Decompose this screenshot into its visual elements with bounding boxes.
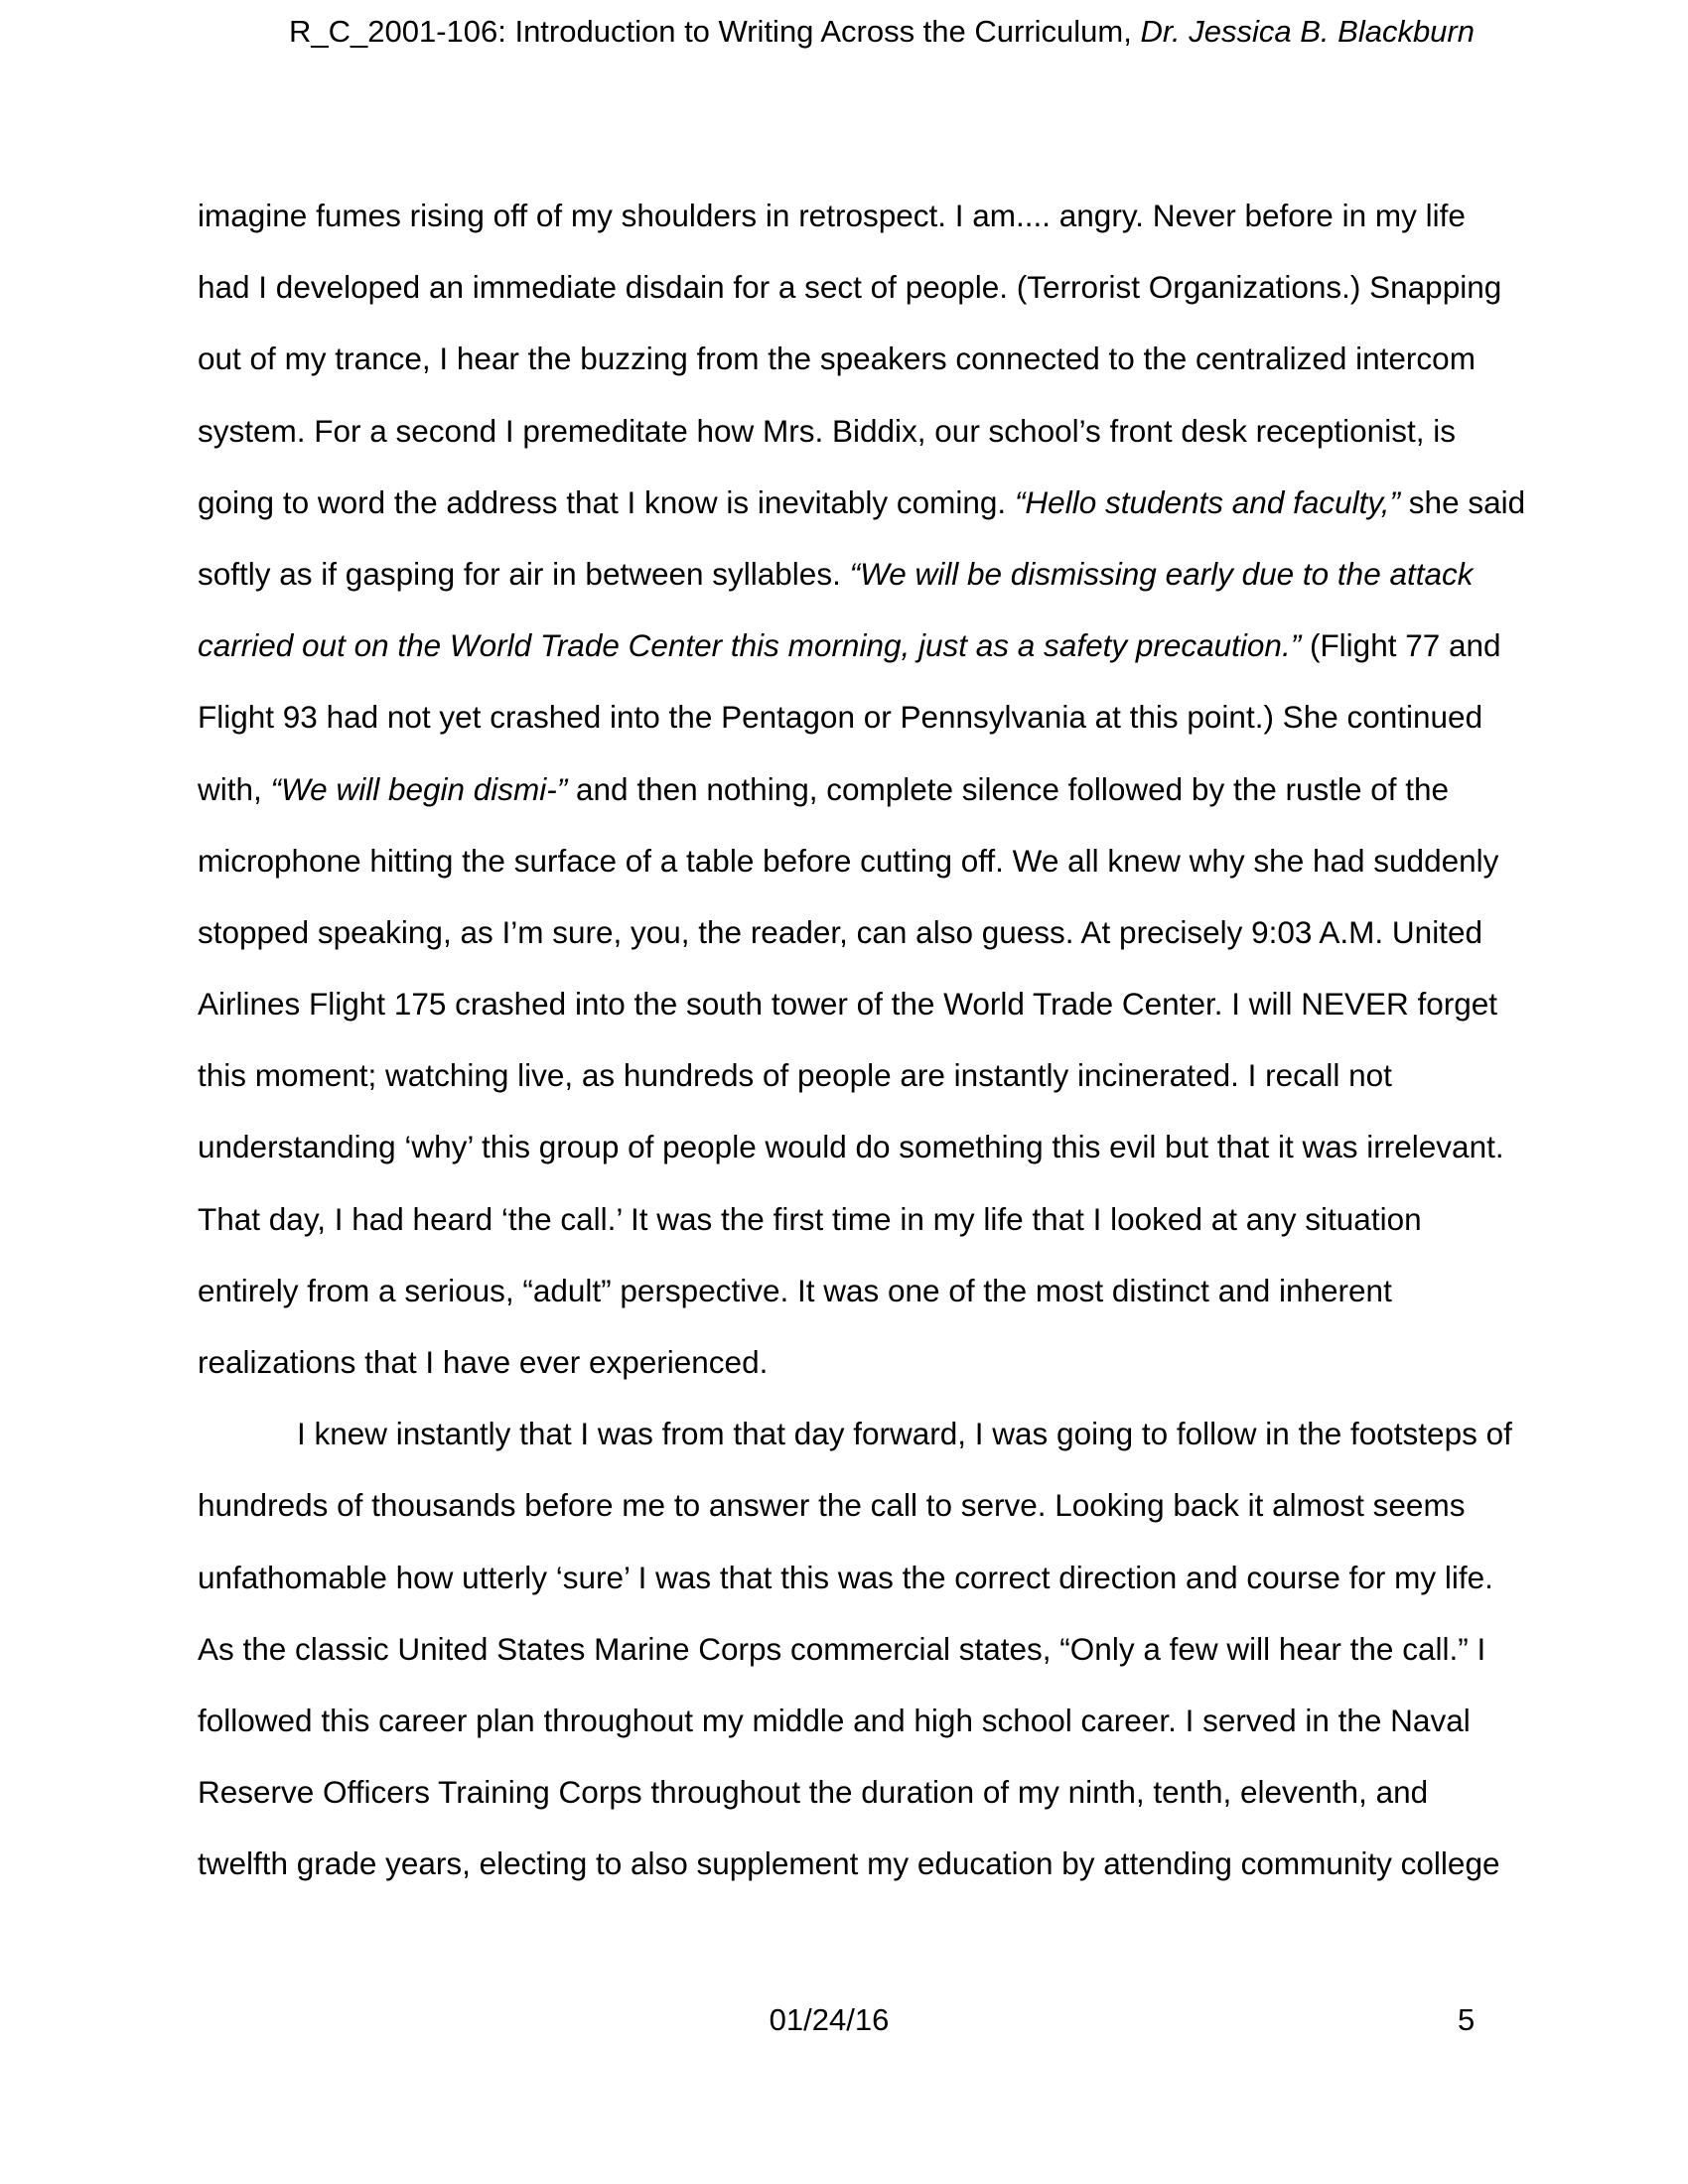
text-segment: microphone hitting the surface of a table before cutting off. We all knew why she had suddenly: [198, 842, 1499, 879]
text-segment: imagine fumes rising off of my shoulders in retrospect. I am.... angry. Never before in my life: [198, 198, 1466, 233]
text-segment: and then nothing, complete silence followed by the rustle of the: [567, 770, 1450, 807]
header-course: R_C_2001-106: Introduction to Writing Across the Curriculum,: [288, 14, 1141, 49]
text-segment: followed this career plan throughout my middle and high school career. I served in the Naval: [198, 1702, 1471, 1738]
text-segment: Airlines Flight 175 crashed into the south tower of the World Trade Center. I will NEVER forget: [198, 986, 1498, 1023]
text-line: [198, 481, 1526, 553]
italic-quote: “Hello students and faculty,”: [1014, 483, 1401, 520]
text-segment: I knew instantly that I was from that day forward, I was going to follow in the footsteps of: [297, 1416, 1512, 1452]
text-segment: going to word the address that I know is inevitably coming.: [198, 483, 1015, 520]
text-line: [198, 1628, 1488, 1700]
italic-quote: “We will be dismissing early due to the attack: [849, 555, 1474, 592]
text-segment: hundreds of thousands before me to answer the call to serve. Looking back it almost seems: [198, 1487, 1466, 1524]
text-segment: twelfth grade years, electing to also supplement my education by attending community college: [198, 1845, 1500, 1882]
text-segment: That day, I had heard ‘the call.’ It was the first time in my life that I looked at any situation: [198, 1200, 1422, 1237]
text-segment: understanding ‘why’ this group of people would do something this evil but that it was irrelevant.: [198, 1129, 1504, 1165]
text-segment: system. For a second I premeditate how Mrs. Biddix, our school’s front desk receptionist, is: [198, 412, 1456, 449]
text-line: [198, 624, 1501, 696]
text-segment: Reserve Officers Training Corps throughout the duration of my ninth, tenth, eleventh, and: [198, 1774, 1429, 1811]
text-line: [198, 1054, 1488, 1126]
text-segment: entirely from a serious, “adult” perspective. It was one of the most distinct and inherent: [198, 1272, 1392, 1308]
text-line: [198, 911, 1488, 983]
text-segment: with,: [198, 770, 271, 807]
footer-date: 01/24/16: [769, 2002, 890, 2037]
text-line: [198, 338, 1488, 409]
text-segment: unfathomable how utterly ‘sure’ I was that this was the correct direction and course for my life.: [198, 1559, 1493, 1595]
text-line: [198, 266, 1502, 338]
text-line: [198, 410, 1488, 481]
text-segment: out of my trance, I hear the buzzing from the speakers connected to the centralized intercom: [198, 341, 1476, 377]
text-segment: As the classic United States Marine Corps commercial states, “Only a few will hear the call.” I: [198, 1630, 1486, 1667]
text-segment: had I developed an immediate disdain for a sect of people. (Terrorist Organizations.) Snapping: [198, 269, 1502, 306]
text-line: [198, 1341, 1488, 1413]
text-line: [198, 1771, 1488, 1843]
text-line: [198, 195, 1488, 266]
page-header: [289, 14, 1475, 50]
italic-quote: carried out on the World Trade Center this morning, just as a safety precaution.”: [198, 627, 1302, 664]
text-line: [198, 1700, 1488, 1771]
page-number: 5: [1458, 2002, 1476, 2037]
text-line: [198, 983, 1498, 1054]
text-segment: (Flight 77 and: [1301, 627, 1501, 664]
document-body: [198, 195, 1526, 1915]
text-segment: softly as if gasping for air in between syllables.: [198, 555, 850, 592]
text-line: [198, 1843, 1500, 1914]
text-line: [198, 696, 1488, 767]
italic-quote: “We will begin dismi-”: [270, 770, 568, 807]
text-line: [198, 1557, 1493, 1628]
text-line: [198, 1270, 1488, 1341]
text-line: [198, 840, 1499, 911]
text-line: [198, 1413, 1512, 1484]
text-line: [198, 1198, 1488, 1270]
text-line: [198, 1126, 1504, 1197]
text-segment: Flight 93 had not yet crashed into the Pentagon or Pennsylvania at this point.) She continued: [198, 699, 1483, 736]
header-instructor: Dr. Jessica B. Blackburn: [1140, 14, 1475, 49]
text-line: [198, 768, 1488, 840]
text-segment: stopped speaking, as I’m sure, you, the reader, can also guess. At precisely 9:03 A.M. United: [198, 913, 1482, 950]
text-segment: this moment; watching live, as hundreds of people are instantly incinerated. I recall not: [198, 1057, 1392, 1094]
text-segment: realizations that I have ever experienced.: [198, 1344, 769, 1380]
text-line: [198, 1484, 1488, 1556]
text-line: [198, 553, 1488, 624]
text-segment: she said: [1400, 483, 1526, 520]
